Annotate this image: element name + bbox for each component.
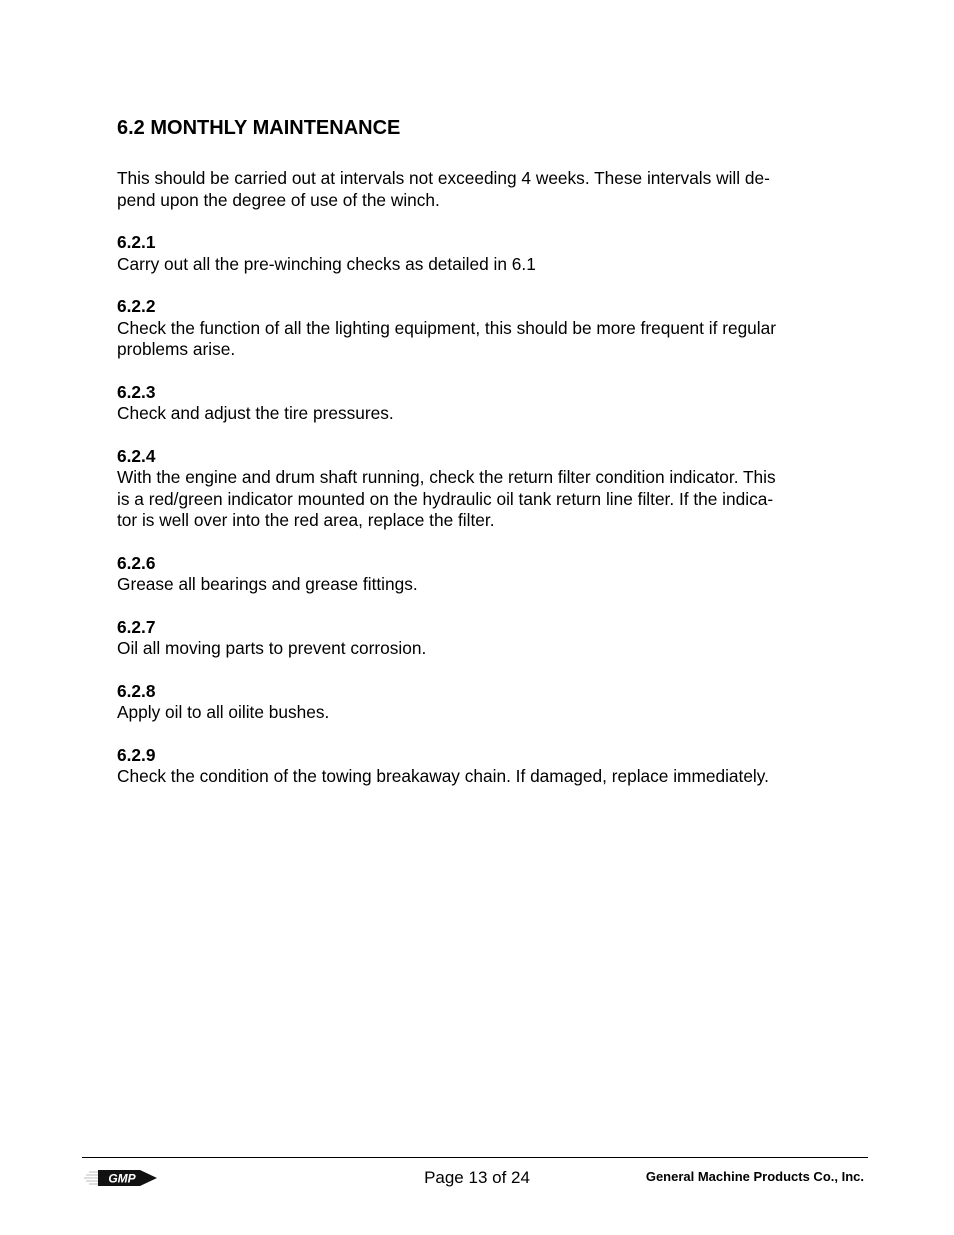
item-number: 6.2.6 — [117, 552, 156, 573]
item-text — [117, 318, 837, 361]
company-name: General Machine Products Co., Inc. — [645, 1169, 864, 1184]
item-number: 6.2.9 — [117, 744, 156, 765]
item-number: 6.2.4 — [117, 445, 156, 466]
section-intro — [117, 168, 837, 211]
maintenance-item — [117, 745, 837, 788]
item-text — [117, 467, 837, 532]
page-content — [117, 114, 837, 809]
intro-line: This should be carried out at intervals not exceeding 4 weeks. These intervals will de- — [117, 168, 770, 188]
maintenance-item — [117, 232, 837, 275]
page-number: Page 13 of 24 — [424, 1168, 530, 1187]
item-line: Check the condition of the towing breakaway chain. If damaged, replace immediately. — [117, 766, 769, 786]
maintenance-item — [117, 681, 837, 724]
item-line: With the engine and drum shaft running, check the return filter condition indicator. This — [117, 467, 776, 487]
maintenance-item — [117, 553, 837, 596]
item-line: Check the function of all the lighting equipment, this should be more frequent if regular — [117, 317, 776, 338]
footer-divider — [82, 1157, 868, 1158]
maintenance-item — [117, 617, 837, 660]
item-number: 6.2.1 — [117, 232, 156, 252]
item-text — [117, 254, 837, 276]
item-line: Check and adjust the tire pressures. — [117, 403, 394, 423]
item-text — [117, 403, 837, 425]
item-line: is a red/green indicator mounted on the hydraulic oil tank return line filter. If the indica- — [117, 488, 774, 509]
maintenance-item — [117, 446, 837, 532]
item-line: Carry out all the pre-winching checks as detailed in 6.1 — [117, 253, 536, 274]
item-number: 6.2.8 — [117, 680, 156, 701]
item-number: 6.2.7 — [117, 616, 156, 637]
item-text — [117, 638, 837, 660]
maintenance-item — [117, 296, 837, 361]
section-title: 6.2 MONTHLY MAINTENANCE — [117, 117, 401, 139]
item-line: Apply oil to all oilite bushes. — [117, 702, 330, 722]
item-text — [117, 766, 837, 788]
item-line: Oil all moving parts to prevent corrosion. — [117, 638, 427, 658]
item-text — [117, 574, 837, 596]
intro-line: pend upon the degree of use of the winch. — [117, 189, 440, 210]
item-line: Grease all bearings and grease fittings. — [117, 574, 418, 594]
item-line: tor is well over into the red area, replace the filter. — [117, 510, 495, 530]
item-line: problems arise. — [117, 339, 236, 359]
maintenance-item — [117, 382, 837, 425]
item-text — [117, 702, 837, 724]
item-number: 6.2.2 — [117, 296, 156, 316]
logo-text: GMP — [108, 1171, 136, 1186]
item-number: 6.2.3 — [117, 381, 156, 402]
